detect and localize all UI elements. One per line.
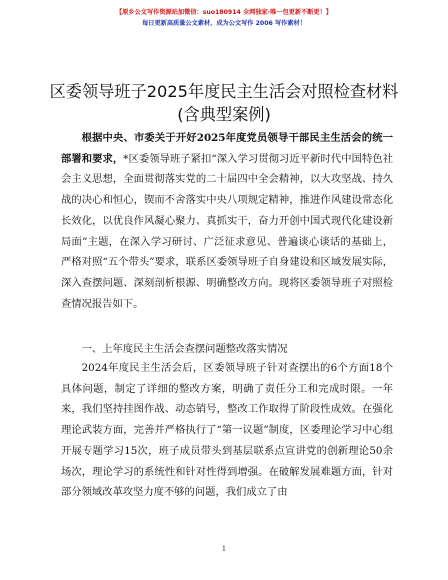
- intro-lead-text: 根据中央、市委关于开好2025年度党员领导干部民主生活会的统一部署和要求，: [61, 132, 393, 165]
- document-title: 区委领导班子2025年度民主生活会对照检查材料(含典型案例): [49, 82, 399, 124]
- promo-banner-line-1: 【原乡公文写作资源站加微信：suo180914 全网独家·唯一包更新不断更！】: [116, 9, 332, 16]
- intro-body-text: *区委领导班子紧扣“深入学习贯彻习近平新时代中国特色社会主义思想，全面贯彻落实党的二十届四中全会精神，以大攻坚战、持久战的决心和恒心，锲而不舍落实中央八项规定精神，推进作风建设常态化长效化，以优良作风凝心聚力、真抓实干，奋力开创中国式现代化建设新局面”主题，在深入学习研讨、广泛征求意见、普遍谈心谈话的基础上，严格对照“五个带头”要求，联系区委领导班子自身建设和区域发展实际，深入查摆问题、深刻剖析根源、明确整改方向。现将区委领导班子对照检查情况报告如下。: [61, 152, 393, 310]
- page-number: 1: [221, 545, 227, 553]
- intro-paragraph: [61, 128, 393, 314]
- body-paragraph: 2024年度民主生活会后，区委领导班子针对查摆出的6个方面18个具体问题，制定了详细的整改方案，明确了责任分工和完成时限。一年来，我们坚持挂图作战、动态销号，整改工作取得了阶段性成效。在强化理论武装方面，完善并严格执行了“第一议题”制度，区委理论学习中心组开展专题学习15次，班子成员带头到基层联系点宣讲党的创新理论50余场次，理论学习的系统性和针对性得到增强。在破解发展难题方面，针对部分领域改革攻坚力度不够的问题，我们成立了由: [61, 362, 393, 499]
- section-heading: 一、上年度民主生活会查摆问题整改落实情况: [81, 343, 288, 355]
- promo-banner-line-2: 每日更新高质量公文素材，成为公文写作 2006 写作素材！: [142, 20, 306, 27]
